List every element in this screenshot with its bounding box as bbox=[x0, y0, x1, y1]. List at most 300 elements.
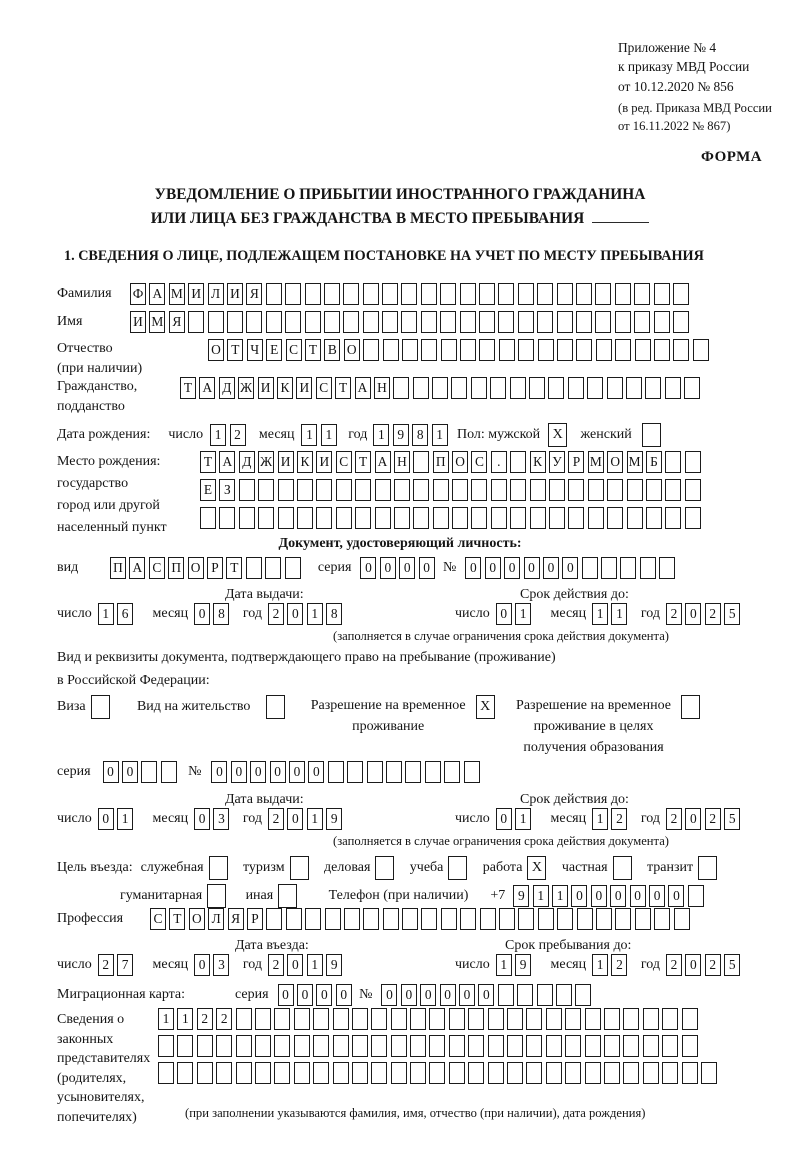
char-box bbox=[646, 479, 662, 501]
char-box bbox=[246, 557, 262, 579]
char-box: 0 bbox=[419, 557, 435, 579]
residence-doc-intro1: Вид и реквизиты документа, подтверждающего право на пребывание (проживание) bbox=[57, 650, 556, 665]
char-box: 1 bbox=[158, 1008, 174, 1030]
visa-checkbox bbox=[91, 695, 113, 719]
char-box bbox=[615, 311, 631, 333]
char-box bbox=[274, 1008, 290, 1030]
char-box: 0 bbox=[287, 603, 303, 625]
patronymic-row bbox=[57, 339, 712, 379]
char-box bbox=[491, 479, 507, 501]
entry-date bbox=[57, 954, 356, 976]
char-box bbox=[440, 283, 456, 305]
char-box bbox=[266, 311, 282, 333]
char-box bbox=[587, 377, 603, 399]
char-box: 0 bbox=[496, 808, 512, 830]
char-box bbox=[688, 885, 704, 907]
char-box: 0 bbox=[668, 885, 684, 907]
char-box bbox=[393, 377, 409, 399]
char-box bbox=[613, 856, 632, 880]
series-label: серия bbox=[57, 764, 91, 779]
char-box: М bbox=[149, 311, 165, 333]
char-box bbox=[441, 908, 457, 930]
representatives-boxes-row2 bbox=[158, 1035, 720, 1057]
char-box: О bbox=[188, 557, 204, 579]
char-box bbox=[565, 1035, 581, 1057]
char-box bbox=[371, 1035, 387, 1057]
firstname-boxes bbox=[130, 311, 692, 333]
char-box: У bbox=[549, 451, 565, 473]
char-box bbox=[410, 1035, 426, 1057]
char-box bbox=[507, 1062, 523, 1084]
day-label: число bbox=[57, 957, 92, 972]
char-box bbox=[682, 1035, 698, 1057]
representatives-note: (при заполнении указываются фамилия, имя, отчество (при наличии), дата рождения) bbox=[185, 1106, 646, 1120]
char-box: 1 bbox=[611, 603, 627, 625]
char-box bbox=[236, 1062, 252, 1084]
char-box bbox=[440, 311, 456, 333]
char-box bbox=[518, 339, 534, 361]
char-box bbox=[294, 1008, 310, 1030]
char-box: Т bbox=[355, 451, 371, 473]
birthplace-boxes-row1 bbox=[200, 451, 704, 473]
patronymic-boxes bbox=[208, 339, 712, 361]
char-box bbox=[425, 761, 441, 783]
char-box: 0 bbox=[316, 984, 332, 1006]
form-label: ФОРМА bbox=[701, 149, 763, 165]
char-box bbox=[643, 1062, 659, 1084]
doc-number-boxes bbox=[465, 557, 678, 579]
char-box bbox=[640, 557, 656, 579]
day-label: число bbox=[57, 811, 92, 826]
char-box: 6 bbox=[117, 603, 133, 625]
char-box: Е bbox=[266, 339, 282, 361]
char-box: М bbox=[588, 451, 604, 473]
char-box: И bbox=[258, 377, 274, 399]
firstname-row bbox=[57, 311, 692, 333]
char-box: 8 bbox=[412, 424, 428, 446]
char-box bbox=[208, 311, 224, 333]
char-box: 9 bbox=[326, 954, 342, 976]
year-label: год bbox=[640, 606, 660, 621]
identity-dates-row bbox=[57, 603, 800, 629]
birth-month-boxes bbox=[301, 424, 340, 446]
char-box bbox=[197, 1035, 213, 1057]
citizenship-label: Гражданство, подданство bbox=[57, 379, 138, 414]
char-box bbox=[266, 908, 282, 930]
char-box bbox=[575, 984, 591, 1006]
char-box bbox=[491, 507, 507, 529]
char-box bbox=[662, 1035, 678, 1057]
representatives-boxes bbox=[158, 1008, 720, 1084]
char-box bbox=[549, 507, 565, 529]
char-box bbox=[568, 507, 584, 529]
char-box bbox=[410, 1008, 426, 1030]
char-box: 0 bbox=[440, 984, 456, 1006]
char-box: 1 bbox=[515, 603, 531, 625]
char-box: В bbox=[324, 339, 340, 361]
char-box: . bbox=[491, 451, 507, 473]
char-box: 2 bbox=[705, 603, 721, 625]
char-box bbox=[588, 507, 604, 529]
char-box bbox=[595, 283, 611, 305]
issue-day-boxes bbox=[98, 808, 137, 830]
char-box: 0 bbox=[571, 885, 587, 907]
char-box bbox=[401, 283, 417, 305]
residence-series-row bbox=[57, 761, 483, 783]
char-box bbox=[643, 1035, 659, 1057]
purpose-row1 bbox=[57, 856, 720, 880]
purpose-work-checkbox bbox=[527, 856, 549, 880]
char-box bbox=[582, 557, 598, 579]
purpose-business: деловая bbox=[324, 856, 398, 880]
char-box bbox=[371, 1008, 387, 1030]
char-box bbox=[367, 761, 383, 783]
patronymic-label: Отчество (при наличии) bbox=[57, 341, 143, 376]
day-label: число bbox=[455, 606, 490, 621]
char-box bbox=[460, 311, 476, 333]
representatives-boxes-row3 bbox=[158, 1062, 720, 1084]
revision-line: от 16.11.2022 № 867) bbox=[618, 119, 731, 134]
valid-year-boxes bbox=[666, 808, 744, 830]
char-box: 1 bbox=[117, 808, 133, 830]
char-box bbox=[158, 1062, 174, 1084]
char-box: 0 bbox=[98, 808, 114, 830]
char-box: 2 bbox=[268, 808, 284, 830]
char-box: 1 bbox=[321, 424, 337, 446]
char-box bbox=[278, 479, 294, 501]
char-box: 0 bbox=[194, 954, 210, 976]
char-box: 1 bbox=[592, 603, 608, 625]
purpose-private-checkbox bbox=[613, 856, 635, 880]
char-box bbox=[200, 507, 216, 529]
char-box bbox=[684, 377, 700, 399]
entry-date-head: Дата въезда: bbox=[235, 938, 309, 953]
doc-kind-label: вид bbox=[57, 560, 79, 575]
char-box bbox=[246, 311, 262, 333]
char-box bbox=[352, 1035, 368, 1057]
purpose-work: работа X bbox=[483, 856, 550, 880]
char-box: 0 bbox=[289, 761, 305, 783]
char-box: 9 bbox=[515, 954, 531, 976]
purpose-transit: транзит bbox=[647, 856, 721, 880]
char-box bbox=[518, 283, 534, 305]
char-box bbox=[673, 283, 689, 305]
char-box: 5 bbox=[724, 954, 740, 976]
char-box bbox=[460, 339, 476, 361]
char-box: А bbox=[355, 377, 371, 399]
char-box bbox=[627, 507, 643, 529]
char-box: А bbox=[199, 377, 215, 399]
month-label: месяц bbox=[550, 957, 587, 972]
representatives-boxes-row1 bbox=[158, 1008, 720, 1030]
char-box bbox=[499, 908, 515, 930]
birth-day-boxes bbox=[210, 424, 249, 446]
residence-issue-date bbox=[57, 808, 356, 830]
char-box bbox=[197, 1062, 213, 1084]
validity-head: Срок действия до: bbox=[520, 587, 629, 602]
char-box bbox=[297, 507, 313, 529]
char-box: 2 bbox=[98, 954, 114, 976]
char-box bbox=[530, 479, 546, 501]
char-box: 0 bbox=[478, 984, 494, 1006]
char-box bbox=[665, 451, 681, 473]
month-label: месяц bbox=[550, 811, 587, 826]
char-box bbox=[548, 377, 564, 399]
char-box: И bbox=[130, 311, 146, 333]
char-box bbox=[607, 479, 623, 501]
entry-dates-row bbox=[57, 954, 800, 980]
char-box bbox=[375, 479, 391, 501]
char-box bbox=[402, 908, 418, 930]
char-box bbox=[363, 311, 379, 333]
until-day-boxes bbox=[496, 954, 535, 976]
char-box: 2 bbox=[611, 808, 627, 830]
char-box bbox=[576, 283, 592, 305]
char-box: О bbox=[208, 339, 224, 361]
char-box bbox=[328, 761, 344, 783]
char-box bbox=[526, 1008, 542, 1030]
char-box: А bbox=[129, 557, 145, 579]
char-box bbox=[595, 311, 611, 333]
appendix-line: от 10.12.2020 № 856 bbox=[618, 78, 734, 94]
char-box: 0 bbox=[524, 557, 540, 579]
char-box: С bbox=[471, 451, 487, 473]
char-box bbox=[382, 311, 398, 333]
char-box bbox=[441, 339, 457, 361]
residence-dates-row bbox=[57, 808, 800, 834]
char-box: Ж bbox=[258, 451, 274, 473]
char-box: 0 bbox=[270, 761, 286, 783]
char-box: О bbox=[189, 908, 205, 930]
char-box bbox=[333, 1062, 349, 1084]
series-label: серия bbox=[235, 987, 269, 1002]
char-box: 0 bbox=[360, 557, 376, 579]
char-box bbox=[585, 1035, 601, 1057]
char-box: Т bbox=[335, 377, 351, 399]
char-box: З bbox=[219, 479, 235, 501]
char-box bbox=[449, 1062, 465, 1084]
char-box bbox=[510, 479, 526, 501]
doc-series-boxes bbox=[360, 557, 438, 579]
char-box bbox=[216, 1062, 232, 1084]
year-label: год bbox=[242, 811, 262, 826]
char-box: 8 bbox=[213, 603, 229, 625]
char-box bbox=[698, 856, 717, 880]
char-box: 1 bbox=[301, 424, 317, 446]
char-box bbox=[421, 283, 437, 305]
char-box bbox=[449, 1035, 465, 1057]
char-box bbox=[568, 479, 584, 501]
char-box bbox=[537, 311, 553, 333]
char-box bbox=[355, 507, 371, 529]
char-box: Р bbox=[568, 451, 584, 473]
char-box bbox=[645, 377, 661, 399]
until-year-boxes bbox=[666, 954, 744, 976]
birthplace-boxes-row2 bbox=[200, 479, 704, 501]
char-box bbox=[607, 507, 623, 529]
char-box bbox=[274, 1062, 290, 1084]
char-box bbox=[626, 377, 642, 399]
revision-line: (в ред. Приказа МВД России bbox=[618, 101, 772, 115]
char-box bbox=[546, 1008, 562, 1030]
char-box bbox=[596, 908, 612, 930]
char-box: 1 bbox=[307, 954, 323, 976]
char-box bbox=[285, 311, 301, 333]
char-box bbox=[529, 377, 545, 399]
char-box bbox=[207, 884, 226, 908]
purpose-other: иная bbox=[246, 884, 301, 908]
validity-head: Срок действия до: bbox=[520, 792, 629, 807]
char-box: 0 bbox=[685, 954, 701, 976]
migration-card-row bbox=[57, 984, 595, 1006]
char-box: 9 bbox=[393, 424, 409, 446]
char-box bbox=[464, 761, 480, 783]
char-box: 2 bbox=[666, 603, 682, 625]
doc-kind-boxes bbox=[110, 557, 304, 579]
char-box bbox=[158, 1035, 174, 1057]
char-box bbox=[635, 339, 651, 361]
char-box: 1 bbox=[307, 808, 323, 830]
char-box bbox=[290, 856, 309, 880]
char-box bbox=[601, 557, 617, 579]
char-box bbox=[391, 1062, 407, 1084]
month-label: месяц bbox=[550, 606, 587, 621]
char-box bbox=[673, 339, 689, 361]
surname-label: Фамилия bbox=[57, 286, 112, 301]
char-box bbox=[410, 1062, 426, 1084]
char-box bbox=[468, 1035, 484, 1057]
char-box bbox=[347, 761, 363, 783]
identity-valid-date bbox=[455, 603, 754, 625]
issue-year-boxes bbox=[268, 808, 346, 830]
char-box bbox=[460, 283, 476, 305]
char-box bbox=[665, 377, 681, 399]
char-box bbox=[258, 479, 274, 501]
char-box: С bbox=[149, 557, 165, 579]
birthplace-boxes-row3 bbox=[200, 507, 704, 529]
residence-valid-date bbox=[455, 808, 754, 830]
char-box: 0 bbox=[630, 885, 646, 907]
char-box: X bbox=[548, 423, 567, 447]
char-box bbox=[576, 311, 592, 333]
char-box: Т bbox=[227, 339, 243, 361]
entry-day-boxes bbox=[98, 954, 137, 976]
char-box: К bbox=[277, 377, 293, 399]
char-box bbox=[382, 283, 398, 305]
char-box bbox=[662, 1062, 678, 1084]
char-box bbox=[498, 984, 514, 1006]
valid-month-boxes bbox=[592, 603, 631, 625]
stay-until-date bbox=[455, 954, 754, 976]
char-box bbox=[549, 479, 565, 501]
char-box bbox=[673, 311, 689, 333]
birthplace-label: Место рождения: государство город или другой населенный пункт bbox=[57, 454, 167, 535]
char-box: 0 bbox=[308, 761, 324, 783]
char-box bbox=[471, 479, 487, 501]
char-box bbox=[507, 1035, 523, 1057]
valid-year-boxes bbox=[666, 603, 744, 625]
char-box bbox=[490, 377, 506, 399]
stay-until-head: Срок пребывания до: bbox=[505, 938, 632, 953]
char-box bbox=[568, 377, 584, 399]
char-box: И bbox=[296, 377, 312, 399]
char-box: 2 bbox=[268, 954, 284, 976]
char-box: 9 bbox=[513, 885, 529, 907]
char-box: Т bbox=[200, 451, 216, 473]
char-box bbox=[460, 908, 476, 930]
char-box bbox=[488, 1008, 504, 1030]
doc-number-label: № bbox=[443, 560, 457, 575]
issue-day-boxes bbox=[98, 603, 137, 625]
char-box: 0 bbox=[103, 761, 119, 783]
char-box bbox=[394, 479, 410, 501]
char-box: Д bbox=[239, 451, 255, 473]
char-box bbox=[141, 761, 157, 783]
valid-day-boxes bbox=[496, 808, 535, 830]
char-box bbox=[255, 1035, 271, 1057]
char-box: 0 bbox=[211, 761, 227, 783]
char-box: Ж bbox=[238, 377, 254, 399]
char-box bbox=[444, 761, 460, 783]
char-box bbox=[685, 451, 701, 473]
char-box bbox=[383, 339, 399, 361]
char-box: 0 bbox=[485, 557, 501, 579]
char-box bbox=[266, 283, 282, 305]
char-box bbox=[518, 908, 534, 930]
char-box: 2 bbox=[197, 1008, 213, 1030]
char-box bbox=[642, 423, 661, 447]
migration-series-boxes bbox=[278, 984, 356, 1006]
identity-doc-heading: Документ, удостоверяющий личность: bbox=[278, 536, 522, 551]
char-box bbox=[634, 283, 650, 305]
char-box: 1 bbox=[307, 603, 323, 625]
section1-heading: 1. СВЕДЕНИЯ О ЛИЦЕ, ПОДЛЕЖАЩЕМ ПОСТАНОВКЕ НА УЧЕТ ПО МЕСТУ ПРЕБЫВАНИЯ bbox=[64, 248, 704, 264]
char-box bbox=[471, 507, 487, 529]
char-box bbox=[375, 507, 391, 529]
char-box: 0 bbox=[459, 984, 475, 1006]
char-box bbox=[479, 339, 495, 361]
char-box bbox=[623, 1062, 639, 1084]
citizenship-boxes bbox=[180, 377, 704, 399]
char-box bbox=[557, 908, 573, 930]
char-box bbox=[413, 479, 429, 501]
char-box: К bbox=[530, 451, 546, 473]
issue-month-boxes bbox=[194, 603, 233, 625]
char-box bbox=[188, 311, 204, 333]
char-box bbox=[297, 479, 313, 501]
edu-residence-checkbox bbox=[681, 695, 703, 719]
char-box: 1 bbox=[210, 424, 226, 446]
char-box bbox=[429, 1035, 445, 1057]
char-box bbox=[432, 377, 448, 399]
char-box bbox=[646, 507, 662, 529]
month-label: месяц bbox=[152, 811, 189, 826]
char-box: К bbox=[297, 451, 313, 473]
char-box bbox=[448, 856, 467, 880]
char-box bbox=[659, 557, 675, 579]
char-box bbox=[285, 283, 301, 305]
char-box: Т bbox=[226, 557, 242, 579]
char-box: П bbox=[110, 557, 126, 579]
char-box bbox=[468, 1062, 484, 1084]
purpose-official-checkbox bbox=[209, 856, 231, 880]
edu-residence-option bbox=[516, 695, 703, 758]
representatives-label: Сведения о законных представителях (родителях, усыновителях, попечителях) bbox=[57, 1012, 151, 1125]
residence-doc-intro2: в Российской Федерации: bbox=[57, 673, 210, 688]
char-box bbox=[615, 339, 631, 361]
migration-card-label: Миграционная карта: bbox=[57, 987, 186, 1002]
residence-permit-option bbox=[137, 695, 289, 719]
